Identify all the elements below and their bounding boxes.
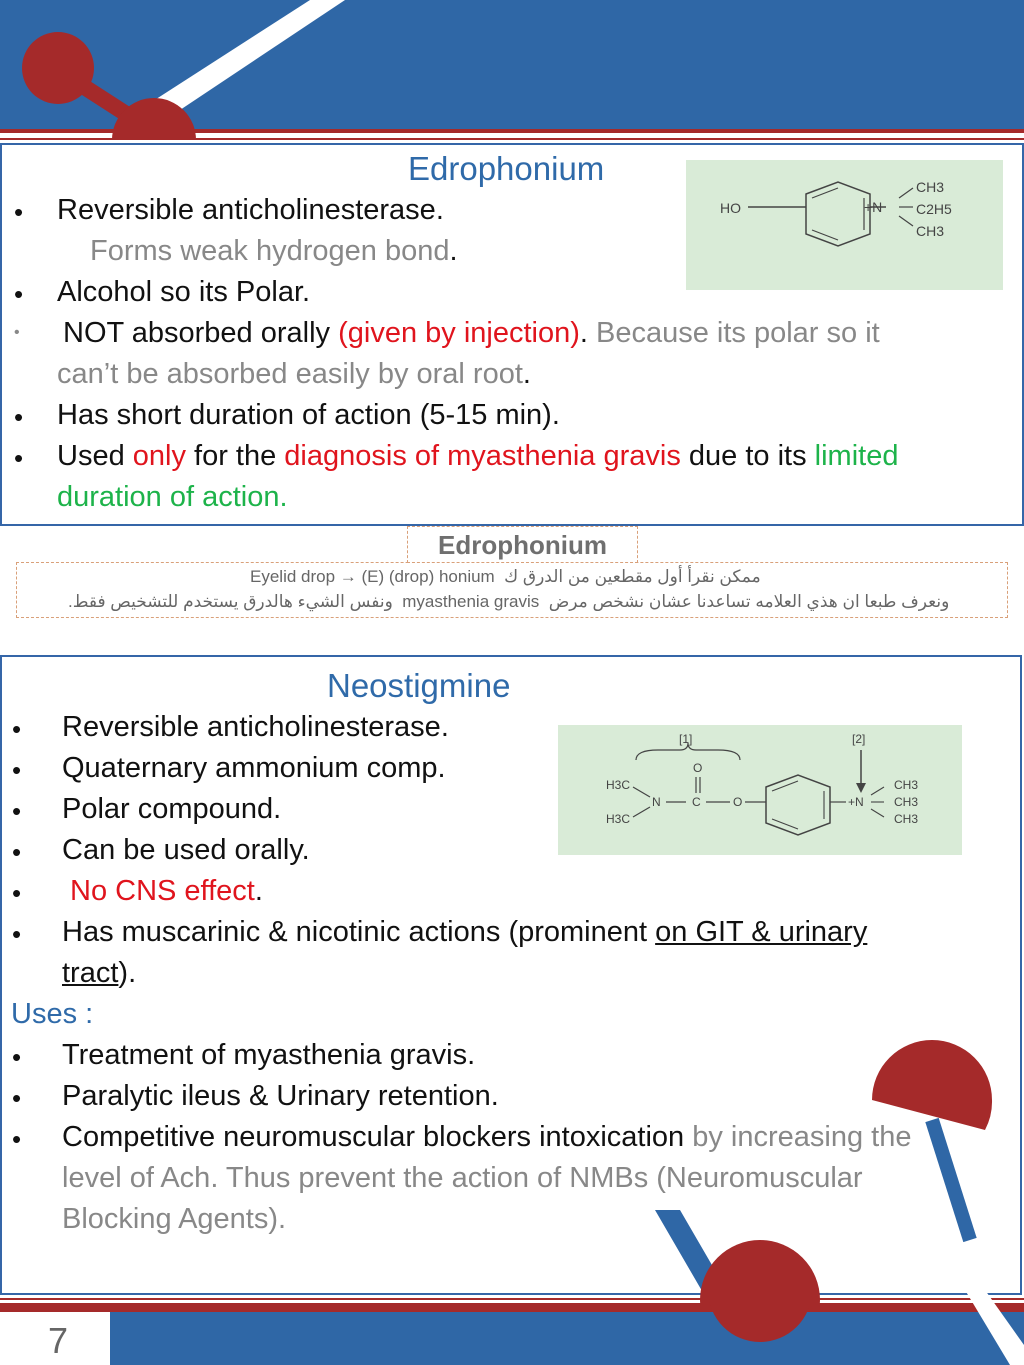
neo-bullet-3: Polar compound. <box>62 793 282 825</box>
neo-bullet-5: No CNS effect. <box>70 875 263 907</box>
edro-bullet-3: NOT absorbed orally (given by injection). Because its polar so it <box>63 317 880 349</box>
page-number: 7 <box>48 1320 69 1361</box>
bullet: • <box>12 1124 22 1154</box>
use-3-cont-2: Blocking Agents). <box>62 1203 287 1235</box>
ch3-label: CH3 <box>916 223 945 239</box>
edro-bullet-1: Reversible anticholinesterase. <box>57 194 444 226</box>
neo-bullet-4: Can be used orally. <box>62 834 310 866</box>
bullet: • <box>12 919 22 949</box>
note-line-1: Eyelid drop → (E) (drop) honium ممكن نقرأ أول مقطعين من الدرق ك <box>250 567 761 586</box>
bullet: • <box>12 1083 22 1113</box>
c-label: C <box>692 795 701 809</box>
bullet: • <box>14 197 24 227</box>
neostigmine-structure <box>558 725 962 855</box>
header-thin-line <box>0 138 1024 140</box>
n-label: N <box>652 795 661 809</box>
edro-sub-1: Forms weak hydrogen bond. <box>90 235 458 267</box>
edro-bullet-4: Has short duration of action (5-15 min). <box>57 399 560 431</box>
n-plus-label: +N <box>864 199 883 215</box>
bullet: • <box>14 324 20 341</box>
edrophonium-structure <box>686 160 1003 290</box>
edrophonium-structure-drawing <box>686 160 1003 290</box>
bullet: • <box>12 796 22 826</box>
neo-bullet-6-cont: tract). <box>62 957 137 989</box>
edro-bullet-3-cont: can’t be absorbed easily by oral root. <box>57 358 531 390</box>
use-3-cont-1: level of Ach. Thus prevent the action of NMBs (Neuromuscular <box>62 1162 863 1194</box>
note-line-2: ونفس الشيء هالدرق يستخدم للتشخيص فقط. myasthenia gravis ونعرف طبعا ان هذي العلامه تساعدنا عشان نشخص مرض <box>68 592 950 611</box>
note-title: Edrophonium <box>407 526 638 563</box>
ch3-label: CH3 <box>894 795 919 809</box>
uses-heading: Uses : <box>11 998 94 1030</box>
ch3-label: CH3 <box>894 812 919 826</box>
edro-bullet-5-cont: duration of action. <box>57 481 288 513</box>
bullet: • <box>12 837 22 867</box>
use-1: Treatment of myasthenia gravis. <box>62 1039 476 1071</box>
molecule-decoration <box>0 0 1024 140</box>
neo-bullet-1: Reversible anticholinesterase. <box>62 711 449 743</box>
c2h5-label: C2H5 <box>916 201 952 217</box>
n-plus-label: +N <box>848 795 864 809</box>
bullet: • <box>12 878 22 908</box>
bullet: • <box>12 755 22 785</box>
h3c-label: H3C <box>606 812 631 826</box>
bullet: • <box>12 1042 22 1072</box>
neo-bullet-2: Quaternary ammonium comp. <box>62 752 446 784</box>
neostigmine-title: Neostigmine <box>327 667 511 704</box>
bullet: • <box>14 443 24 473</box>
h3c-label: H3C <box>606 778 631 792</box>
o-label: O <box>733 795 743 809</box>
neostigmine-structure-drawing <box>558 725 962 855</box>
o-label: O <box>693 761 703 775</box>
ho-label: HO <box>720 200 741 216</box>
edro-bullet-2: Alcohol so its Polar. <box>57 276 311 308</box>
use-2: Paralytic ileus & Urinary retention. <box>62 1080 499 1112</box>
bullet: • <box>12 714 22 744</box>
header-red-line <box>0 129 1024 133</box>
edro-bullet-5: Used only for the diagnosis of myasthenia gravis due to its limited <box>57 440 899 472</box>
ch3-label: CH3 <box>894 778 919 792</box>
footer-decoration <box>640 1290 1024 1365</box>
neo-bullet-6: Has muscarinic & nicotinic actions (prominent on GIT & urinary <box>62 916 868 948</box>
label-2: [2] <box>852 732 866 746</box>
ch3-label: CH3 <box>916 179 945 195</box>
use-3: Competitive neuromuscular blockers intoxication by increasing the <box>62 1121 912 1153</box>
edrophonium-title: Edrophonium <box>408 150 605 187</box>
label-1: [1] <box>679 732 693 746</box>
bullet: • <box>14 279 24 309</box>
bullet: • <box>14 402 24 432</box>
